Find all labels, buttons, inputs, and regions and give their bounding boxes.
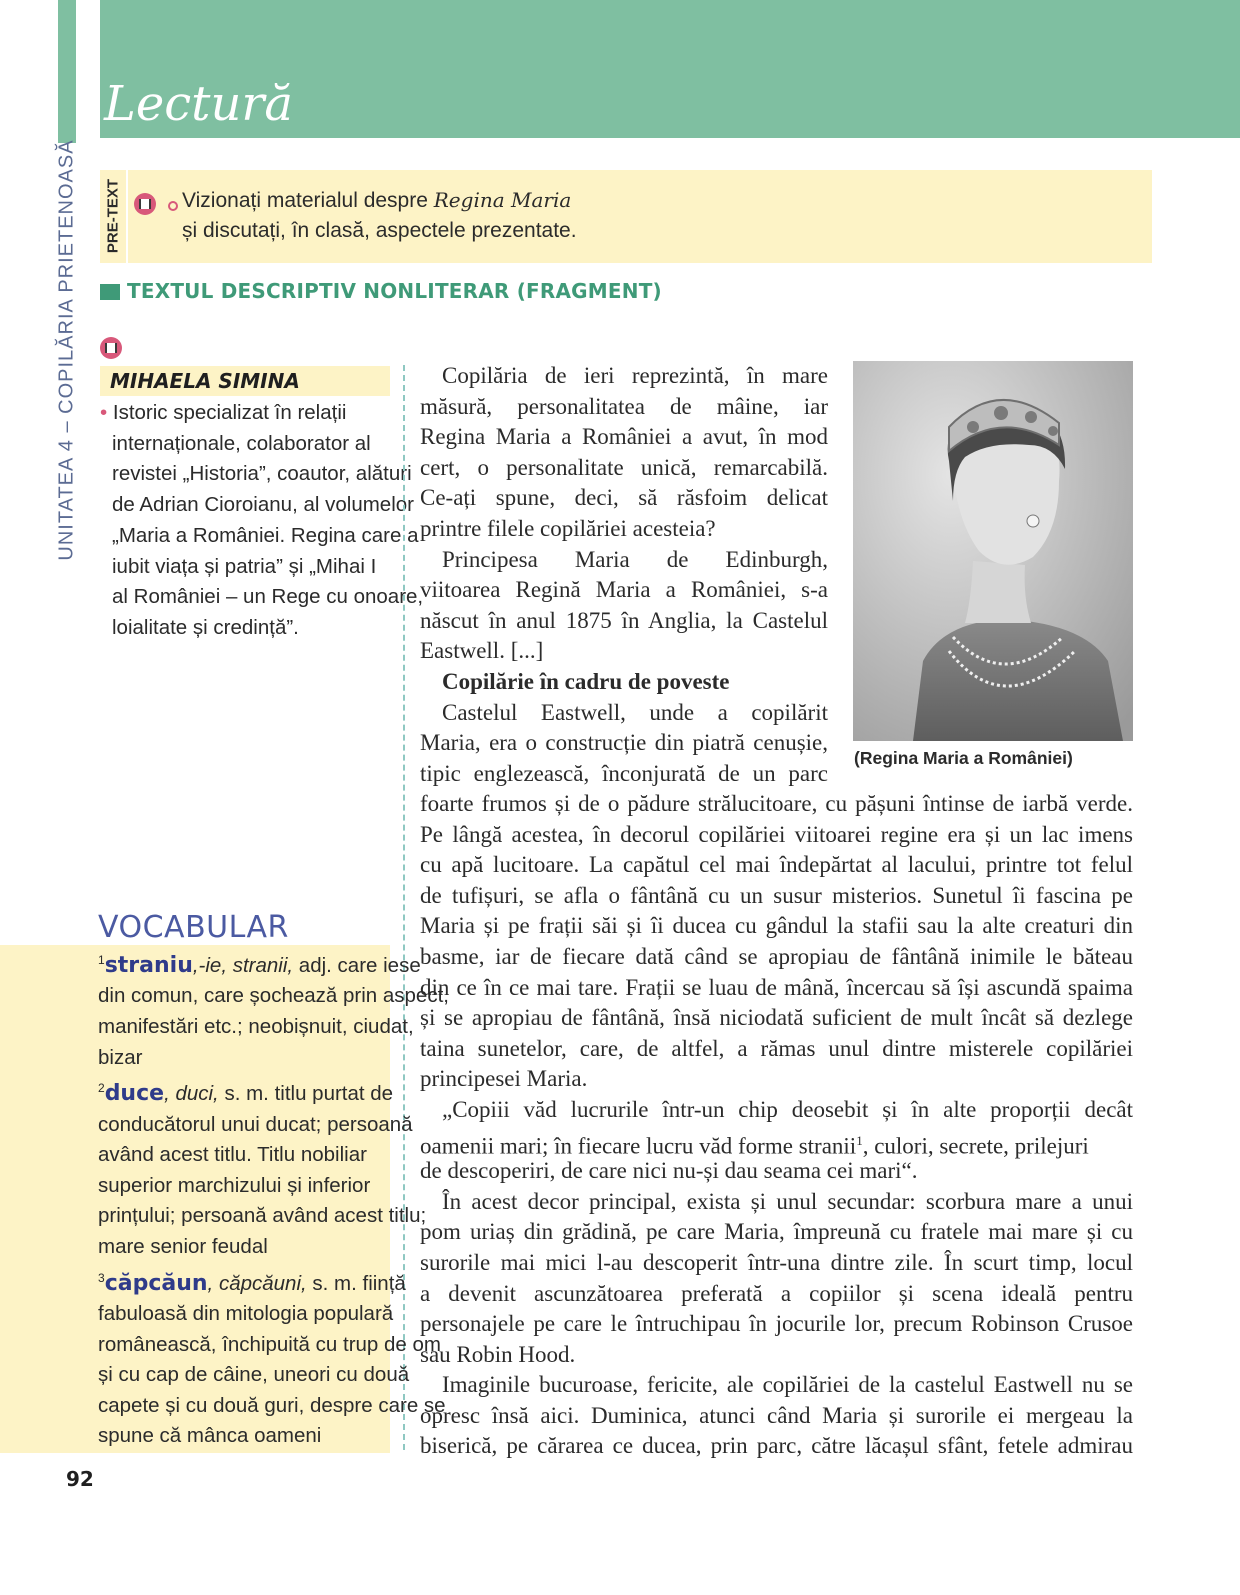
- subheading: Copilărie în cadru de poveste: [442, 668, 730, 694]
- section-marker: [100, 284, 120, 300]
- pretext-box: [100, 170, 1152, 263]
- author-bio: • Istoric specializat în relații internaționale, colaborator al revistei „Historia”, coautor, alături de Adrian Cioroianu, al volumelor „Maria a României. Regina care a iubit viața și patria” și „Mihai I al României – un Rege cu onoare, loialitate și credință”.: [100, 401, 424, 639]
- portrait-photo: [853, 361, 1133, 741]
- pretext-emphasis: Regina Maria: [433, 188, 572, 212]
- vocab-entry-duce: $^2$duce, duci, s. m. titlu purtat de: [98, 1081, 394, 1107]
- vocab-entry-capcaun: $^3$căpcăun, căpcăuni, s. m. ființă: [98, 1270, 406, 1296]
- vocabulary-list: $^1$straniu,-ie, stranii, adj. care iese din comun, care șochează prin aspect, manifestări etc.; neobișnuit, ciudat, bizar $^2$duce, duci, s. m. titlu purtat de conducătorul unui ducat; persoană având acest titlu. Titlu nobiliar superior marchizului și inferior prințului; persoană având acest titlu; mare senior feudal $^3$căpcăun, căpcăuni, s. m. ființă fabuloasă din mitologia populară românească, închipuită cu trup de om și cu cap de câine, uneori cu două capete și cu două guri, despre care se spune că mânca oameni: [98, 945, 386, 1452]
- pretext-tag: [100, 170, 128, 263]
- photo-caption: (Regina Maria a României): [854, 748, 1073, 768]
- pretext-instruction-line2: și discutați, în clasă, aspectele prezentate.: [182, 219, 577, 242]
- body-text-bottom: foarte frumos și de o pădure strălucitoare, cu pășuni întinse de iarbă verde. Pe lângă acestea, în decorul copilăriei viitoarei regine era și un lac imens cu apă lucitoare. La capătul cel mai îndepărtat al lacului, printre tot felul de tufișuri, se afla o fântână cu un susur misterios. Sunetul îi fascina pe Maria și pe frații săi și îi ducea cu gândul la stafii sau la alte creaturi din basme, iar de fiecare dată când se apropiau de fântână inimile le băteau din ce în ce mai tare. Frații se luau de mână, încercau să își ascundă spaima și se apropiau de fântână, însă niciodată suficient de mult încât să dezlege taina sunetelor, care, de altfel, a rămas unul dintre misterele copilăriei principesei Maria. „Copiii văd lucrurile într-un chip deosebit și în alte proporții decât oamenii mari; în fiecare lucru văd forme stranii$^1$, culori, secrete, prilejuri de descoperiri, de care nici nu-și dau seama cei mari“. În acest decor principal, exista și unul secundar: scorbura mare a unui pom uriaș din grădină, pe care Maria, împreună cu fratele mai mare și cu surorile mai mici l-au descoperit într-una dintre zile. În scurt timp, locul a devenit ascunzătoarea preferată a copiilor și scena ideală pentru personajele pe care le întruchipau în jocurile lor, precum Robinson Crusoe sau Robin Hood. Imaginile bucuroase, fericite, ale copilăriei de la castelul Eastwell nu se opresc însă aici. Duminica, atunci când Maria și surorile ei mergeau la biserică, pe cărarea ce ducea, prin parc, către lăcașul sfânt, fetele admirau: [420, 791, 1133, 1459]
- page-number: 92: [66, 1467, 94, 1491]
- swirl-icon: [168, 201, 178, 211]
- footnote-ref: 1: [856, 1132, 863, 1148]
- pretext-instruction-line1: Vizionați materialul despre Regina Maria: [182, 188, 572, 212]
- footnote-line: oamenii mari; în fiecare lucru văd forme stranii$^1$, culori, secrete, prilejuri: [420, 1132, 1089, 1159]
- vocab-entry-straniu: $^1$straniu,-ie, stranii, adj. care iese: [98, 952, 421, 978]
- film-icon[interactable]: [134, 193, 156, 215]
- bullet-icon: •: [100, 401, 113, 424]
- portrait-illustration: [853, 361, 1133, 741]
- author-name: MIHAELA SIMINA: [110, 369, 300, 393]
- section-title: TEXTUL DESCRIPTIV NONLITERAR (FRAGMENT): [127, 279, 662, 303]
- unit-label: UNITATEA 4 – COPILĂRIA PRIETENOASĂ: [55, 139, 78, 561]
- body-text-top: Copilăria de ieri reprezintă, în mare măsură, personalitatea de mâine, iar Regina Maria a României a avut, în mod cert, o personalitate unică, remarcabilă. Ce-ați spune, deci, să răsfoim delicat printre filele copilăriei acesteia? Principesa Maria de Edinburgh, viitoarea Regină Maria a României, s-a născut în anul 1875 în Anglia, la Castelul Eastwell. [...] Copilărie în cadru de poveste Castelul Eastwell, unde a copilărit Maria, era o construcție din piatră cenușie, tipic englezească, înconjurată de un parc: [420, 363, 828, 786]
- vocabulary-heading: VOCABULAR: [98, 910, 289, 945]
- page-title: Lectură: [104, 76, 293, 132]
- author-film-icon[interactable]: [100, 337, 122, 359]
- pretext-tag-label: PRE-TEXT: [104, 178, 122, 254]
- side-accent-strip: [58, 0, 76, 143]
